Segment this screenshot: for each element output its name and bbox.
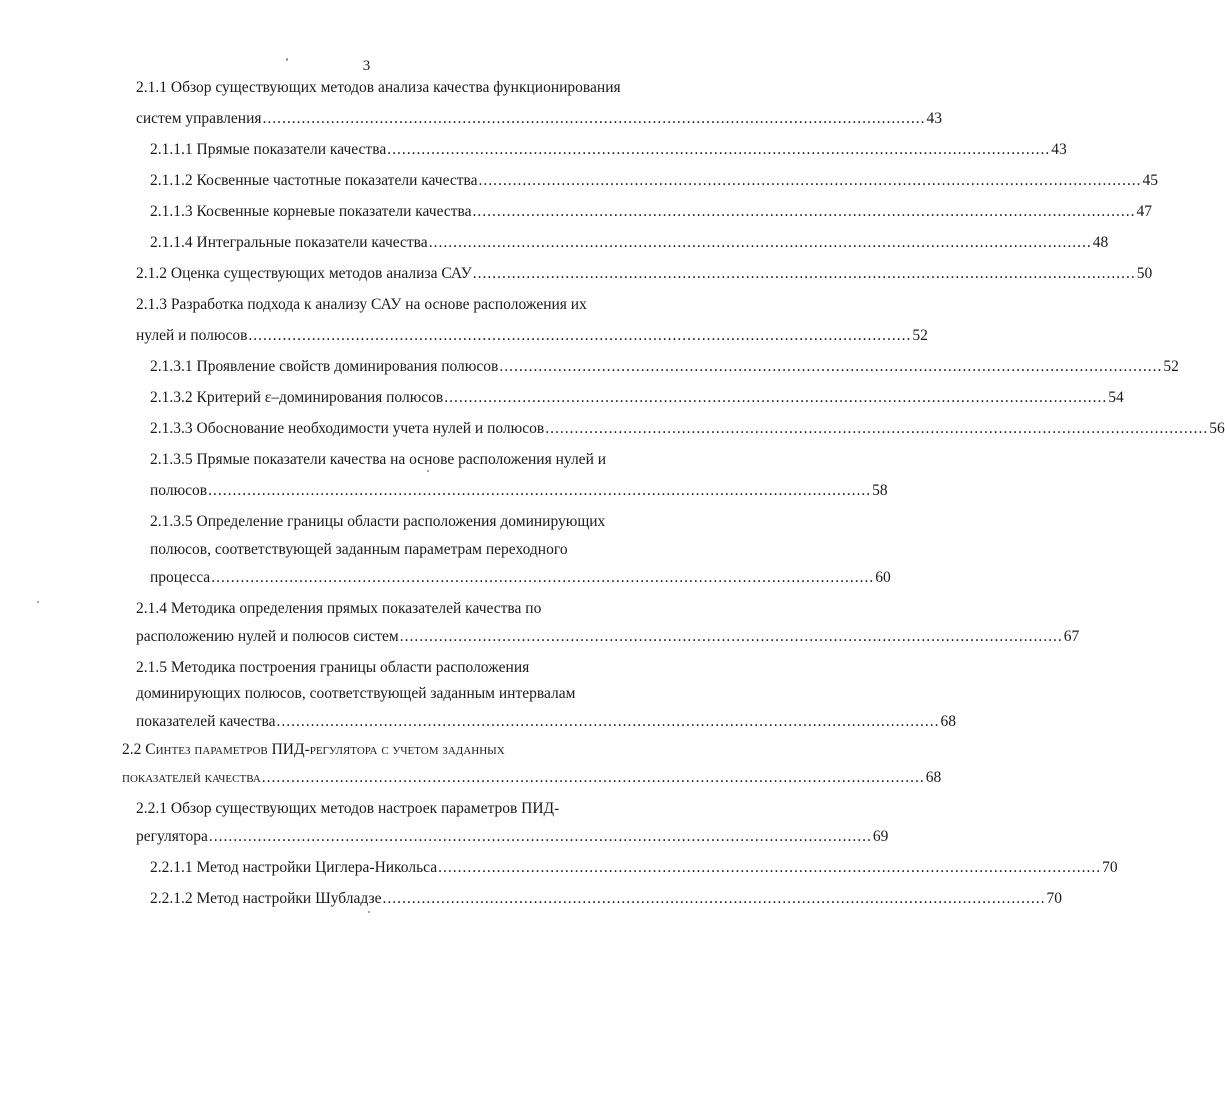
toc-entry-2-2-1: [136, 799, 559, 819]
toc-entry-2-1-3-cont: [136, 326, 928, 346]
leader-dots: ........................................................................................................................................: [444, 389, 1108, 406]
toc-page-number: 70: [1046, 890, 1062, 907]
toc-page-number: 50: [1136, 265, 1153, 282]
toc-entry-text: 2.1.1 Обзор существующих методов анализа качества функционирования: [136, 79, 621, 96]
toc-entry-2-1-3-5a-cont: [150, 481, 888, 501]
page-number: 3: [362, 58, 371, 74]
toc-entry-text: 2.1.1.4 Интегральные показатели качества: [150, 234, 428, 251]
toc-entry-2-1-3: [136, 295, 587, 315]
leader-dots: ........................................................................................................................................: [248, 327, 912, 344]
toc-page-number: 68: [925, 769, 942, 786]
toc-entry-text: полюсов, соответствующей заданным параметрам переходного: [150, 541, 568, 558]
leader-dots: ........................................................................................................................................: [499, 358, 1163, 375]
toc-entry-text: 2.1.3.3 Обоснование необходимости учета нулей и полюсов: [150, 420, 545, 437]
scan-speck: [286, 58, 288, 61]
toc-entry-2-1-1: [136, 78, 621, 98]
toc-entry-text: доминирующих полюсов, соответствующей заданным интервалам: [136, 685, 576, 702]
toc-entry-2-1-2: [136, 264, 1153, 284]
toc-page-number: 69: [872, 828, 889, 845]
toc-page-number: 58: [872, 482, 888, 499]
toc-entry-text: 2.1.1.1 Прямые показатели качества: [150, 141, 387, 158]
toc-entry-2-2: [122, 740, 505, 760]
toc-page-number: 48: [1092, 234, 1109, 251]
leader-dots: ........................................................................................................................................: [399, 628, 1063, 645]
leader-dots: ........................................................................................................................................: [382, 890, 1046, 907]
leader-dots: ........................................................................................................................................: [428, 234, 1092, 251]
toc-page-number: 47: [1136, 203, 1152, 220]
leader-dots: ........................................................................................................................................: [387, 141, 1051, 158]
toc-entry-2-2-cont: [122, 768, 942, 788]
toc-entry-2-1-5-cont1: [136, 684, 575, 704]
toc-entry-text: 2.1.3 Разработка подхода к анализу САУ на основе расположения их: [136, 296, 587, 313]
scan-speck: [368, 911, 370, 913]
toc-entry-2-1-5: [136, 658, 529, 678]
toc-page-number: 54: [1108, 389, 1124, 406]
toc-entry-text: 2.1.1.2 Косвенные частотные показатели качества: [150, 172, 478, 189]
toc-entry-text: 2.1.3.5 Прямые показатели качества на основе расположения нулей и: [150, 451, 607, 468]
toc-entry-2-1-1-4: [150, 233, 1109, 253]
toc-entry-2-2-1-2: [150, 889, 1062, 909]
toc-entry-text: 2.2.1.1 Метод настройки Циглера-Никольса: [150, 859, 438, 876]
toc-entry-text: процесса: [150, 569, 211, 586]
toc-entry-2-1-3-5b-cont1: [150, 540, 568, 560]
toc-entry-2-1-3-5b-cont2: [150, 568, 891, 588]
toc-page-number: 45: [1142, 172, 1158, 189]
toc-entry-text: 2.1.5 Методика построения границы области расположения: [136, 659, 530, 676]
toc-page-number: 56: [1209, 420, 1225, 437]
toc-page-number: 70: [1102, 859, 1118, 876]
toc-entry-2-1-3-1: [150, 357, 1179, 377]
leader-dots: ........................................................................................................................................: [262, 110, 926, 127]
toc-entry-text: 2.1.3.2 Критерий ε–доминирования полюсов: [150, 389, 444, 406]
toc-entry-2-1-5-cont2: [136, 712, 957, 732]
toc-entry-text: 2.1.2 Оценка существующих методов анализа САУ: [136, 265, 472, 282]
toc-entry-2-1-3-5a: [150, 450, 606, 470]
toc-page-number: 67: [1063, 628, 1080, 645]
leader-dots: ........................................................................................................................................: [211, 569, 875, 586]
toc-page-number: 68: [940, 713, 957, 730]
toc-entry-text: показателей качества: [136, 713, 276, 730]
toc-entry-2-1-4-cont: [136, 627, 1080, 647]
toc-entry-text: нулей и полюсов: [136, 327, 248, 344]
toc-page-number: 52: [1163, 358, 1179, 375]
leader-dots: ........................................................................................................................................: [208, 828, 872, 845]
toc-entry-2-2-1-1: [150, 858, 1118, 878]
toc-entry-2-2-1-cont: [136, 827, 889, 847]
toc-entry-2-1-1-2: [150, 171, 1158, 191]
toc-entry-text: полюсов: [150, 482, 208, 499]
toc-entry-text: систем управления: [136, 110, 262, 127]
leader-dots: ........................................................................................................................................: [261, 769, 925, 786]
toc-entry-text: 2.2 Синтез параметров ПИД-регулятора с учетом заданных: [122, 741, 505, 758]
toc-page-number: 52: [912, 327, 928, 344]
toc-entry-2-1-1-3: [150, 202, 1152, 222]
toc-entry-text: регулятора: [136, 828, 208, 845]
toc-entry-2-1-3-3: [150, 419, 1225, 439]
toc-entry-text: 2.1.3.1 Проявление свойств доминирования полюсов: [150, 358, 499, 375]
leader-dots: ........................................................................................................................................: [276, 713, 940, 730]
toc-page-number: 60: [875, 569, 891, 586]
toc-entry-2-1-1-1: [150, 140, 1067, 160]
scan-speck: [427, 470, 429, 472]
leader-dots: ........................................................................................................................................: [438, 859, 1102, 876]
toc-entry-text: показателей качества: [122, 769, 261, 786]
toc-entry-text: 2.1.1.3 Косвенные корневые показатели качества: [150, 203, 472, 220]
leader-dots: ........................................................................................................................................: [472, 203, 1136, 220]
toc-page-number: 43: [926, 110, 943, 127]
toc-entry-2-1-3-5b: [150, 512, 605, 532]
leader-dots: ........................................................................................................................................: [472, 265, 1136, 282]
leader-dots: ........................................................................................................................................: [545, 420, 1209, 437]
toc-entry-text: 2.2.1.2 Метод настройки Шубладзе: [150, 890, 382, 907]
toc-page-number: 43: [1051, 141, 1067, 158]
toc-entry-text: 2.1.3.5 Определение границы области расположения доминирующих: [150, 513, 606, 530]
leader-dots: ........................................................................................................................................: [478, 172, 1142, 189]
toc-entry-text: 2.1.4 Методика определения прямых показателей качества по: [136, 600, 542, 617]
toc-entry-text: 2.2.1 Обзор существующих методов настроек параметров ПИД-: [136, 800, 560, 817]
leader-dots: ........................................................................................................................................: [208, 482, 872, 499]
toc-entry-2-1-1-cont: [136, 109, 943, 129]
toc-entry-2-1-3-2: [150, 388, 1124, 408]
toc-entry-text: расположению нулей и полюсов систем: [136, 628, 399, 645]
scan-speck: [37, 601, 39, 603]
toc-entry-2-1-4: [136, 599, 541, 619]
